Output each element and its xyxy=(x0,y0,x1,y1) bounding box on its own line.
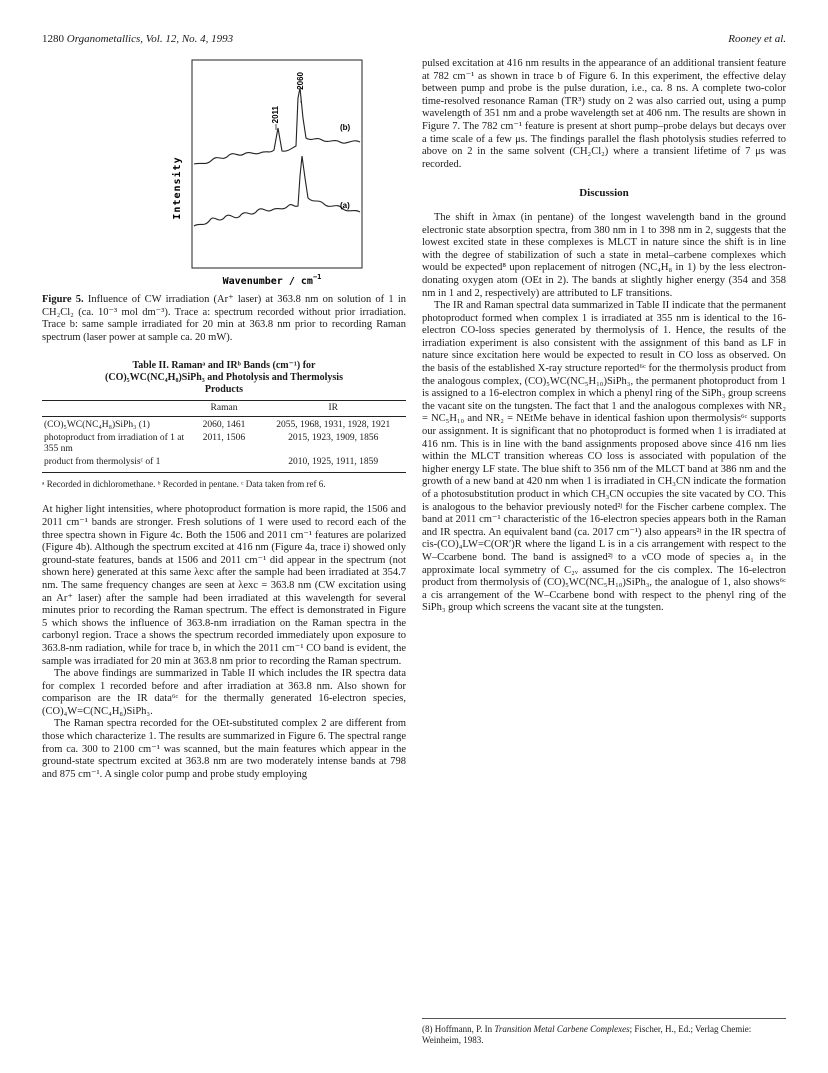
footnote-prefix: (8) Hoffmann, P. In xyxy=(422,1024,495,1034)
table-header-row xyxy=(42,401,406,417)
table-header-raman: Raman xyxy=(188,401,261,417)
table-2 xyxy=(42,400,406,473)
peak-label-2060: 2060 xyxy=(296,72,306,90)
table-cell-ir: 2010, 1925, 1911, 1859 xyxy=(260,456,406,473)
table-2-footnotes: ᵃ Recorded in dichloromethane. ᵇ Recorded in pentane. ᶜ Data taken from ref 6. xyxy=(42,479,326,490)
table-cell-raman: 2060, 1461 xyxy=(202,420,246,431)
trace-b xyxy=(194,88,360,164)
left-column xyxy=(42,58,406,781)
section-heading-discussion: Discussion xyxy=(579,187,629,200)
page-number: 1280 xyxy=(42,33,64,45)
discussion-paragraph: The IR and Raman spectral data summarized in Table II indicate that the permanent photoproduct formed when complex 1 is irradiated at 355 nm is identical to the 16-electron CO-loss species generated by thermolysis of 1. Hence, the results of the irradiation experiment is also consistent with the assignment of this band as LF in nature since excitation here would be expected to result in CO loss as observed. On the basis of the established X-ray structure reported⁶ᶜ for the thermolysis product from the analogous complex, (CO)₅WC(NC₅H₁₀)SiPh₃, the permanent photoproduct from 1 is assigned to a 16-electron complex in which a phenyl ring of the SiPh₃ group screens the vacant site on the tungsten. The fact that 1 and the analogous complexes with NR₂ = NC₅H₁₀ and NR₂ = NEtMe behave in identical fashion upon thermolysis⁶ᶜ supports our assignment. It is significant that no photoproduct is formed when 1 is irradiated at 416 nm. This is in line with the band assignments proposed above since 416 nm lies within the MLCT transition whereas CO loss is associated with population of the higher energy LF state. The blue shift to 356 nm of the MLCT band at 386 nm and the growth of a new band at 420 nm when 1 is irradiated in CH₃CN indicate the formation of a photosubstitution product in which CH₃CN occupies the site vacated by CO. This is analogous to the behavior previously noted²ʲ for the Fischer carbene complex. The band at 2011 cm⁻¹ characteristic of the 16-electron species appears both in the Raman and IR spectra. An equivalent band (ca. 2017 cm⁻¹) also appears²ʲ in the IR spectra of cis-(CO)₄LW=C(OR′)R where the ligand L is in a cis arrangement with respect to the W–Ccarbene bond. The band is assigned²ʲ to a νCO mode of species a₁ in the approximate local symmetry of C₂ᵥ assumed for the cis complex. The 16-electron product from thermolysis of (CO)₅WC(NC₅H₁₀)SiPh₃, the analogue of 1, also shows⁶ᶜ a cis arrangement of the W–Ccarbene bond with respect to the phenyl ring of the SiPh₃ group which screens the vacant site at the tungsten. xyxy=(422,300,786,614)
peak-label-2011: 2011 xyxy=(271,106,281,124)
figure-5-caption xyxy=(42,294,406,344)
x-axis-label-text: Wavenumber / cm xyxy=(222,276,313,287)
plot-frame xyxy=(192,60,362,268)
x-axis-label-exponent: −1 xyxy=(312,273,322,281)
left-body-text xyxy=(42,504,406,781)
table-cell-ir: 2055, 1968, 1931, 1928, 1921 xyxy=(276,420,391,431)
page-footnote xyxy=(422,1018,786,1046)
table-row xyxy=(42,432,406,456)
body-paragraph: At higher light intensities, where photoproduct formation is more rapid, the 1506 and 2011 cm⁻¹ bands are stronger. Fresh solutions of 1 were used to record each of the three spectra shown in Figure 4c. Both the 1506 and 2011 cm⁻¹ features are polarized (Figure 4b). Although the spectrum excited at 416 nm (Figure 4a, trace i) showed only ground-state features, bands at 1506 and 2011 cm⁻¹ did appear in the spectrum (not shown here) generated at this same λexc after the sample had been irradiated at 354.7 nm. The same frequency changes are seen at λexc = 363.8 nm (CW excitation using an Ar⁺ laser) after the sample had been irradiated at this wavelength for several minutes prior to recording the Raman spectrum. The effect is demonstrated in Figure 5 which shows the influence of 363.8-nm irradiation on the Raman spectra in the carbonyl region. Trace a shows the spectrum recorded immediately upon exposure to 363.8-nm radiation, while for trace b, in which the 2011 cm⁻¹ CO band is evident, the sample was irradiated for 20 min at 363.8 nm prior to recording the Raman spectrum. xyxy=(42,504,406,667)
table-cell-raman: 2011, 1506 xyxy=(202,433,246,444)
raman-spectrum-plot xyxy=(42,58,406,290)
journal-citation: Organometallics, Vol. 12, No. 4, 1993 xyxy=(66,33,234,45)
running-header-left xyxy=(42,33,233,45)
table-row xyxy=(42,456,406,473)
table-cell-compound: photoproduct from irradiation of 1 at 355 nm xyxy=(44,433,185,455)
table-header-ir: IR xyxy=(260,401,406,417)
y-axis-label: Intensity xyxy=(172,156,183,220)
body-paragraph: The Raman spectra recorded for the OEt-substituted complex 2 are different from those which characterize 1. The results are summarized in Figure 6. The spectral range from ca. 300 to 2100 cm⁻¹ was scanned, but the main features which appear in the ground-state spectrum excited at 363.8 nm are two moderately intense bands at 798 and 875 cm⁻¹. A single color pump and probe study employing xyxy=(42,718,406,780)
trace-a xyxy=(194,156,360,226)
figure-5-caption-text: Influence of CW irradiation (Ar⁺ laser) at 363.8 nm on solution of 1 in CH₂Cl₂ (ca. 10⁻³ mol dm⁻³). Trace a: spectrum recorded without prior irradiation. Trace b: same sample irradiated for 20 min at 363.8 nm prior to recording Raman spectrum (laser power at sample ca. 20 mW). xyxy=(42,294,406,343)
right-column xyxy=(422,58,786,615)
trace-label-b: (b) xyxy=(340,123,351,132)
figure-5 xyxy=(42,58,406,290)
table-2-title-line-3: Products xyxy=(204,384,244,396)
trace-label-a: (a) xyxy=(340,201,350,210)
table-cell-ir: 2015, 1923, 1909, 1856 xyxy=(288,433,379,444)
footnote-book-title: Transition Metal Carbene Complexes xyxy=(494,1024,630,1034)
discussion-paragraph: The shift in λmax (in pentane) of the longest wavelength band in the ground electronic state absorption spectra, from 380 nm in 1 to 398 nm in 2, suggests that the lowest excited state in these complexes is MLCT in nature since the shift is in line with the degree of stabilization of such a state in metal–carbene complexes which would be expected⁸ upon replacement of nitrogen (NC₄H₈ in 1) by the less electron-donating oxygen atom (OEt in 2). The bands at slightly higher energy (354 and 358 nm in 1 and 2, respectively) are attributed to LF transitions. xyxy=(422,211,786,299)
table-cell-compound: product from thermolysisᶜ of 1 xyxy=(42,456,188,473)
table-cell-compound: (CO)₅WC(NC₄H₈)SiPh₃ (1) xyxy=(44,420,150,431)
table-cell-raman xyxy=(188,456,261,473)
body-paragraph: The above findings are summarized in Table II which includes the IR spectra data for complex 1 recorded before and after irradiation at 363.8 nm. Also shown for comparison are the IR data⁶ᶜ for the thermally generated 16-electron species, (CO)₄W=C(NC₄H₈)SiPh₃. xyxy=(42,668,406,717)
x-axis-label xyxy=(223,273,322,287)
table-header-compound xyxy=(42,401,188,417)
footnote-suffix: ; Fischer, H., Ed.; Verlag Chemie: Weinheim, 1983. xyxy=(422,1024,752,1045)
body-paragraph: pulsed excitation at 416 nm results in the appearance of an additional transient feature at 782 cm⁻¹ as shown in trace b of Figure 6. In this experiment, the effective delay between pump and probe is the pulse duration, i.e., ca. 8 ns. A complete two-color time-resolved resonance Raman (TR³) study on 2 was also carried out, using a pump wavelength of 351 nm and a probe wavelength set at 406 nm. The results are shown in Figure 7. The 782 cm⁻¹ feature is present at short pump–probe delays but decays over a time scale of a few μs. The findings parallel the flash photolysis studies referred to above on 2 in the same solvent (CH₂Cl₂) where a transient lifetime of 7 μs was recorded. xyxy=(422,58,786,170)
figure-5-caption-label: Figure 5. xyxy=(42,294,84,305)
table-2-title-line-2: (CO)₅WC(NC₄H₈)SiPh₃ and Photolysis and Thermolysis xyxy=(105,372,343,384)
table-2-title-line-1: Table II. Ramanᵃ and IRᵇ Bands (cm⁻¹) for xyxy=(132,360,316,372)
table-2-title xyxy=(42,360,406,396)
table-row xyxy=(42,417,406,433)
running-header-authors: Rooney et al. xyxy=(728,33,786,45)
